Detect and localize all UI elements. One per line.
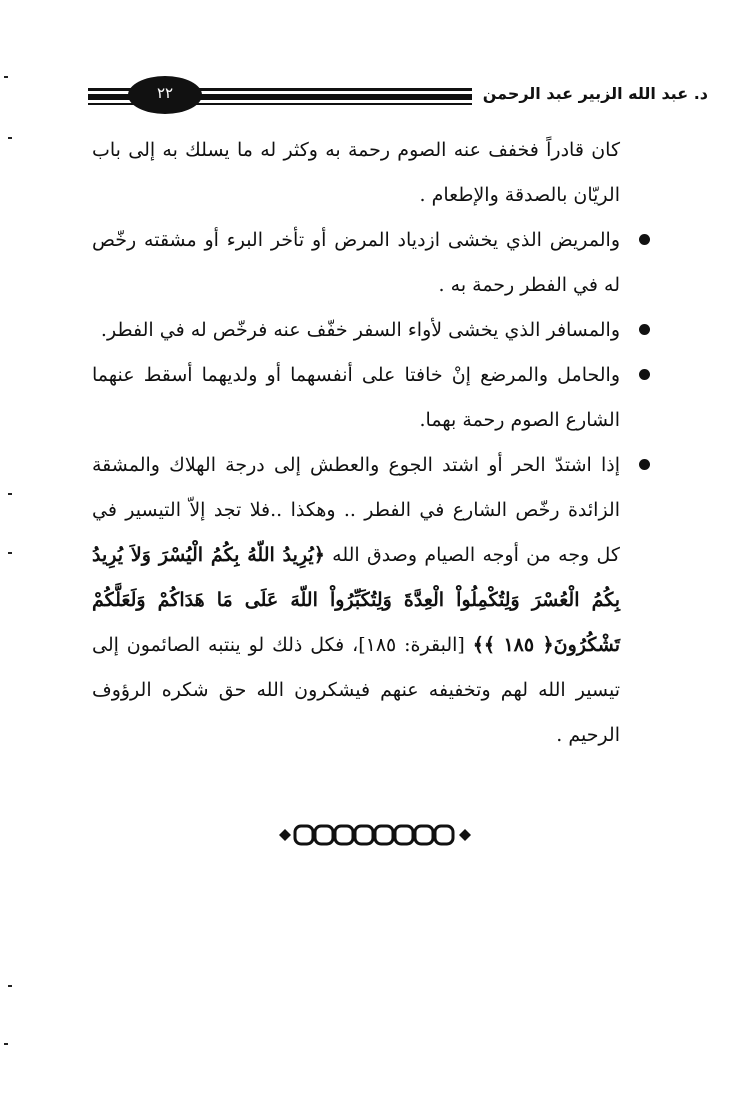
scan-mark xyxy=(8,493,12,495)
quran-verse: ﴿يُرِيدُ اللّهُ بِكُمُ الْيُسْرَ وَلاَ يُرِيدُ بِكُمُ الْعُسْرَ وَلِتُكْمِلُواْ الْعِدَّةَ وَلِتُكَبِّرُواْ اللّهَ عَلَى مَا هَدَاكُمْ وَلَعَلَّكُمْ تَشْكُرُونَ﴿ ١٨٥ ﴾﴾ xyxy=(92,544,620,656)
scan-mark xyxy=(8,552,12,554)
bullet-item xyxy=(92,443,620,758)
scan-mark xyxy=(8,985,12,987)
bullet-icon xyxy=(639,324,650,335)
paragraph xyxy=(92,128,620,218)
page-number: ٢٢ xyxy=(156,84,174,102)
header-author: د. عبد الله الزبير عبد الرحمن xyxy=(482,84,708,103)
bullet-text: إذا اشتدّ الحر أو اشتد الجوع والعطش إلى درجة الهلاك والمشقة الزائدة رخّص الشارع في الفطر .. وهكذا ..فلا تجد إلاّ التيسير في كل وجه من أوجه الصيام وصدق الله xyxy=(92,454,620,566)
ornament-icon xyxy=(275,818,475,852)
bullet-text: والمريض الذي يخشى ازدياد المرض أو تأخر البرء أو مشقته رخّص له في الفطر رحمة به . xyxy=(92,229,620,296)
running-header xyxy=(88,78,708,118)
scan-mark xyxy=(4,1043,8,1045)
bullet-icon xyxy=(639,234,650,245)
bullet-text: [البقرة: ١٨٥]، فكل ذلك لو ينتبه الصائمون إلى تيسير الله لهم وتخفيفه عنهم فيشكرون الله حق شكره الرؤوف الرحيم . xyxy=(92,634,620,746)
scan-mark xyxy=(8,137,12,139)
section-divider-ornament xyxy=(0,818,750,856)
bullet-icon xyxy=(639,459,650,470)
bullet-item xyxy=(92,218,620,308)
bullet-text: والمسافر الذي يخشى لأواء السفر خفّف عنه فرخّص له في الفطر. xyxy=(100,319,620,341)
bullet-item xyxy=(92,353,620,443)
bullet-icon xyxy=(639,369,650,380)
page-body xyxy=(92,128,620,758)
paragraph-text: كان قادراً فخفف عنه الصوم رحمة به وكثر له ما يسلك به إلى باب الريّان بالصدقة والإطعام . xyxy=(92,139,620,206)
bullet-text: والحامل والمرضع إنْ خافتا على أنفسهما أو ولديهما أسقط عنهما الشارع الصوم رحمة بهما. xyxy=(92,364,620,431)
scan-mark xyxy=(4,76,8,78)
bullet-item xyxy=(92,308,620,353)
